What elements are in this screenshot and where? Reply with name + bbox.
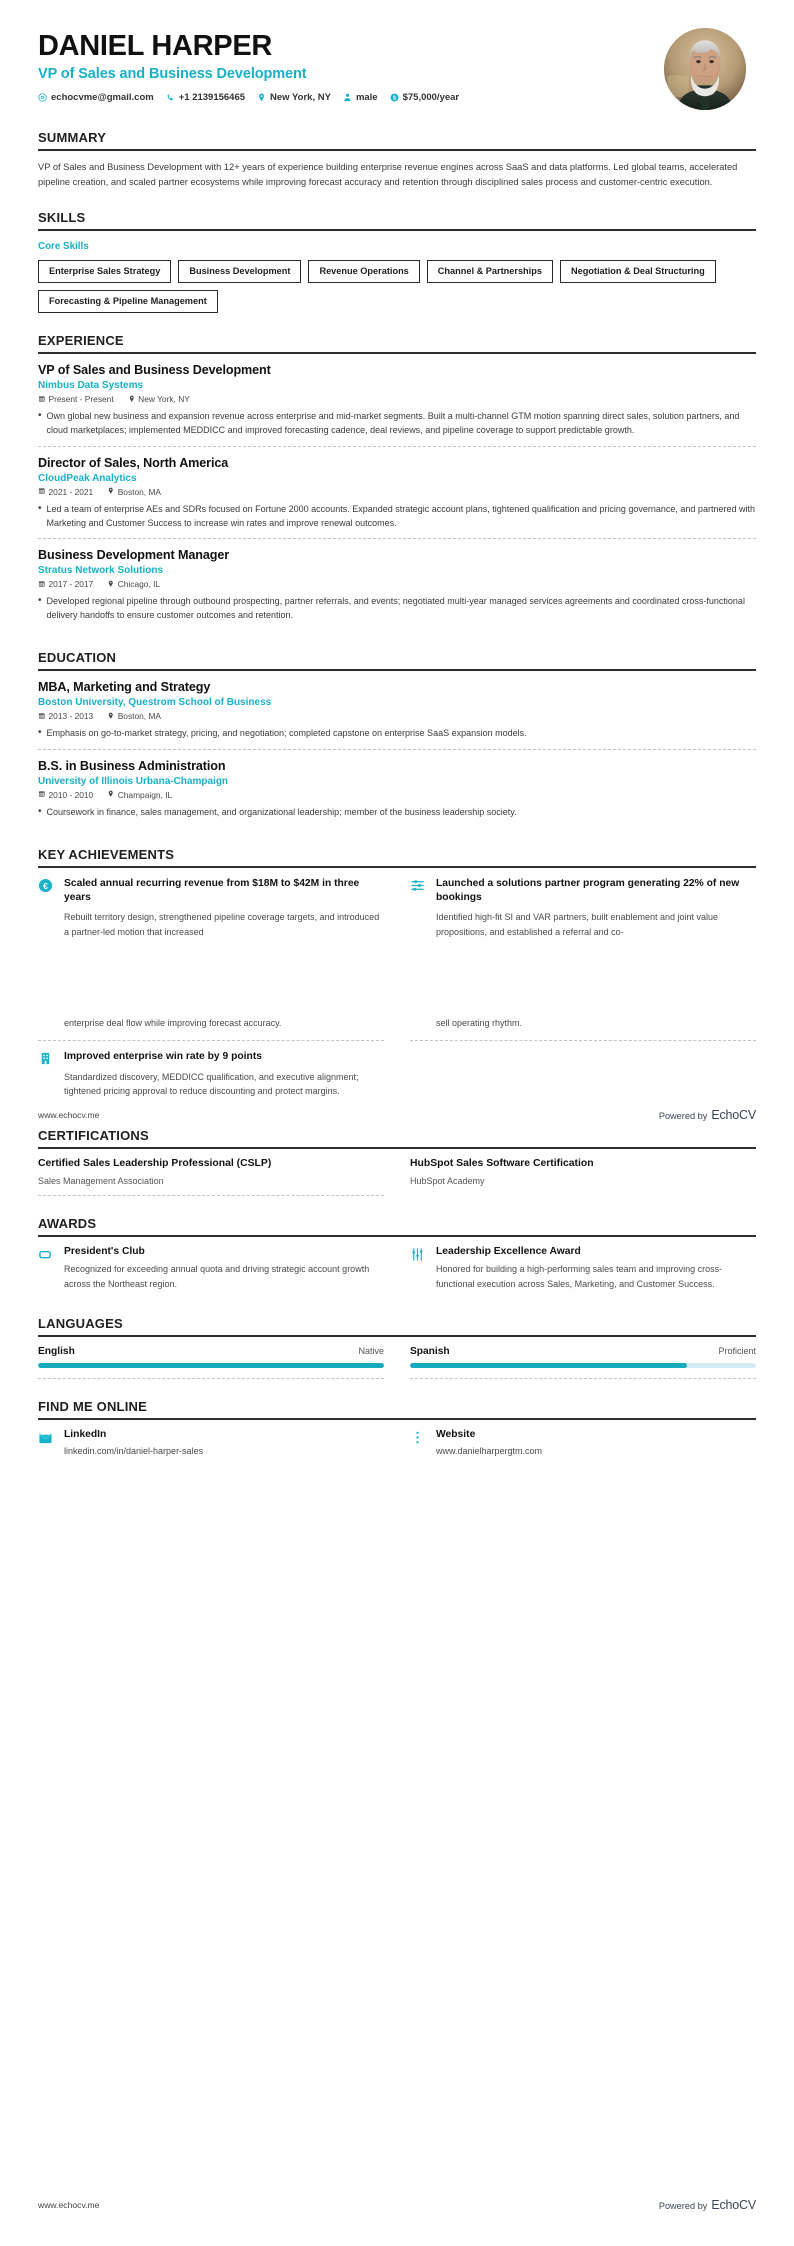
certification-item <box>410 1149 756 1196</box>
certification-grid <box>38 1149 756 1196</box>
contact-gender <box>343 92 378 103</box>
bullet-dot: • <box>38 502 42 514</box>
education-meta <box>38 711 756 721</box>
location-pin-icon <box>257 93 266 102</box>
skill-chip: Enterprise Sales Strategy <box>38 260 171 283</box>
section-title-links: FIND ME ONLINE <box>38 1398 147 1414</box>
language-head <box>38 1346 384 1357</box>
education-degree: B.S. in Business Administration <box>38 758 226 773</box>
achievement-desc-cont: sell operating rhythm. <box>436 1018 523 1029</box>
bullet-text: Coursework in finance, sales management, and organizational leadership; member of the business leadership society. <box>46 806 517 817</box>
euro-circle-icon <box>38 877 55 939</box>
achievement-body <box>436 877 756 939</box>
bullet-item <box>38 594 756 622</box>
location-text: Champaign, IL <box>117 789 173 800</box>
skill-chip: Revenue Operations <box>308 260 419 283</box>
bullet-item <box>38 409 756 437</box>
section-title-summary: SUMMARY <box>38 130 107 145</box>
calendar-icon <box>38 394 46 404</box>
section-skills <box>38 210 756 313</box>
location-pin-icon <box>107 790 115 800</box>
achievement-item <box>38 1041 384 1108</box>
contact-location <box>257 92 331 103</box>
achievement-continuation <box>38 1007 384 1041</box>
award-title: Leadership Excellence Award <box>436 1246 581 1258</box>
experience-entry <box>38 447 756 539</box>
achievement-item <box>410 868 756 949</box>
skill-chip-list <box>38 260 738 313</box>
bullet-text: Own global new business and expansion revenue across enterprise and mid-market segments. Built a multi-channel GTM motion spanning direct sales, solution partners, and cloud marketplaces; implemented MEDDICC and improved forecasting cadence, deal reviews, and pipeline coverage to support predictable growth. <box>46 411 740 436</box>
contact-email-text: echocvme@gmail.com <box>51 92 154 104</box>
link-name: Website <box>436 1428 476 1440</box>
location-text: Boston, MA <box>117 486 162 497</box>
equalizer-icon <box>410 1246 427 1291</box>
section-key-achievements <box>38 847 756 949</box>
link-url[interactable]: linkedin.com/in/daniel-harper-sales <box>64 1445 204 1456</box>
date-range-text: 2013 - 2013 <box>48 711 94 722</box>
bullet-item <box>38 502 756 530</box>
skill-chip: Business Development <box>178 260 301 283</box>
bullet-list <box>38 805 756 819</box>
language-name: English <box>38 1345 75 1357</box>
link-name: LinkedIn <box>64 1428 107 1440</box>
footer-brand: EchoCV <box>711 2198 756 2212</box>
language-progress-fill <box>38 1363 384 1368</box>
experience-meta <box>38 579 756 589</box>
section-summary <box>38 130 756 190</box>
location-pin-icon <box>107 487 115 497</box>
contact-location-text: New York, NY <box>270 92 331 104</box>
bullet-text: Developed regional pipeline through outbound prospecting, partner referrals, and events; negotiated multi-year managed services agreements and coordinated cross-functional delivery handoffs to ensure customer outcomes and retention. <box>46 596 745 621</box>
experience-role: Director of Sales, North America <box>38 455 229 470</box>
calendar-icon <box>38 487 46 497</box>
section-title-achievements: KEY ACHIEVEMENTS <box>38 846 175 862</box>
experience-role: Business Development Manager <box>38 548 230 563</box>
bullet-dot: • <box>38 595 42 607</box>
building-icon <box>38 1050 55 1098</box>
calendar-icon <box>38 711 46 721</box>
section-find-me-online <box>38 1399 756 1460</box>
profile-photo <box>664 28 746 110</box>
header-text-block <box>38 26 664 103</box>
language-name: Spanish <box>410 1345 450 1357</box>
skill-chip: Negotiation & Deal Structuring <box>560 260 716 283</box>
link-item-website[interactable] <box>410 1420 756 1460</box>
award-desc: Recognized for exceeding annual quota and driving strategic account growth across the Northeast region. <box>64 1264 370 1290</box>
achievement-desc: Identified high-fit SI and VAR partners, built enablement and joint value propositions, and established a referral and co- <box>436 912 719 937</box>
education-meta <box>38 790 756 800</box>
certification-item <box>38 1149 384 1196</box>
experience-company: Nimbus Data Systems <box>38 380 144 392</box>
footer-powered-label: Powered by <box>658 1111 708 1121</box>
language-level: Native <box>358 1345 384 1356</box>
page-footer <box>0 1108 794 1122</box>
experience-meta <box>38 487 756 497</box>
section-title-education: EDUCATION <box>38 650 117 666</box>
education-school: University of Illinois Urbana-Champaign <box>38 775 229 787</box>
calendar-icon <box>38 790 46 800</box>
location-pin-icon <box>107 579 115 589</box>
date-range-text: 2017 - 2017 <box>48 579 94 590</box>
achievement-grid-row2 <box>38 1041 756 1108</box>
summary-text: VP of Sales and Business Development with 12+ years of experience building enterprise revenue engines across SaaS and data platforms. Led global teams, accelerated pipeline creation, and scaled partner ecosystems while improving forecast accuracy and retention through disciplined sales process and customer-centric execution. <box>38 162 738 188</box>
resume-header <box>38 0 756 110</box>
footer-brand: EchoCV <box>711 1108 756 1122</box>
contact-row <box>38 92 664 103</box>
experience-role: VP of Sales and Business Development <box>38 363 271 378</box>
location <box>107 579 160 589</box>
certification-name: HubSpot Sales Software Certification <box>410 1158 594 1170</box>
page-break-gap <box>38 949 756 1007</box>
contact-email[interactable] <box>38 92 154 103</box>
award-grid <box>38 1237 756 1295</box>
location-text: New York, NY <box>138 394 190 405</box>
section-title-awards: AWARDS <box>38 1216 97 1232</box>
award-item <box>410 1237 756 1295</box>
education-school: Boston University, Questrom School of Business <box>38 697 272 709</box>
sliders-icon <box>410 877 427 939</box>
bullet-dot: • <box>38 410 42 422</box>
language-head <box>410 1346 756 1357</box>
location <box>107 711 161 721</box>
spacer-icon <box>410 1016 427 1030</box>
date-range <box>38 579 93 589</box>
contact-salary <box>390 92 460 103</box>
experience-entry <box>38 354 756 446</box>
achievement-item <box>38 868 384 949</box>
location-pin-icon <box>107 711 115 721</box>
contact-gender-text: male <box>355 92 378 104</box>
link-grid <box>38 1420 756 1460</box>
dots-vertical-icon <box>410 1429 427 1456</box>
envelope-icon <box>38 1429 55 1456</box>
spacer-icon <box>38 1016 55 1030</box>
bullet-item <box>38 726 756 740</box>
date-range <box>38 711 93 721</box>
bullet-text: Led a team of enterprise AEs and SDRs focused on Fortune 2000 accounts. Expanded strategic account plans, tightened qualification and pricing governance, and partnered with Marketing and Customer Success to increase win rates and improve renewal outcomes. <box>46 503 755 528</box>
section-certifications <box>38 1128 756 1196</box>
email-icon <box>38 93 47 102</box>
date-range-text: Present - Present <box>48 394 114 405</box>
skill-chip: Channel & Partnerships <box>427 260 553 283</box>
location <box>128 394 190 404</box>
section-languages <box>38 1316 756 1379</box>
link-url[interactable]: www.danielharpergtm.com <box>436 1445 543 1456</box>
footer-site-url[interactable]: www.echocv.me <box>38 2200 100 2210</box>
skill-group-label: Core Skills <box>38 241 89 253</box>
location <box>107 790 172 800</box>
location-text: Chicago, IL <box>117 579 161 590</box>
bullet-list <box>38 594 756 622</box>
footer-powered-by <box>659 2198 756 2212</box>
link-item-linkedin[interactable] <box>38 1420 384 1460</box>
experience-meta <box>38 394 756 404</box>
achievement-continuation-grid <box>38 1007 756 1041</box>
education-entry <box>38 671 756 749</box>
language-progress-fill <box>410 1363 687 1368</box>
job-title: VP of Sales and Business Development <box>38 66 307 83</box>
date-range-text: 2021 - 2021 <box>48 486 94 497</box>
language-level: Proficient <box>718 1345 756 1356</box>
award-body <box>436 1246 756 1291</box>
page-title: DANIEL HARPER <box>38 30 273 62</box>
achievement-desc: Standardized discovery, MEDDICC qualification, and executive alignment; tightened pricing approval to reduce discounting and protect margins. <box>64 1071 359 1097</box>
phone-icon <box>166 93 175 102</box>
achievement-body <box>64 877 384 939</box>
section-divider <box>38 229 756 231</box>
svg-text:€: € <box>43 880 48 891</box>
language-progress-bar <box>410 1363 756 1368</box>
section-education <box>38 650 756 826</box>
bullet-dot: • <box>38 727 42 739</box>
education-entry <box>38 750 756 827</box>
language-progress-bar <box>38 1363 384 1368</box>
certification-issuer: Sales Management Association <box>38 1176 164 1187</box>
location <box>107 487 161 497</box>
certification-issuer: HubSpot Academy <box>410 1176 485 1187</box>
experience-company: Stratus Network Solutions <box>38 565 164 577</box>
award-desc: Honored for building a high-performing sales team and improving cross-functional execution across Sales, Marketing, and Customer Success. <box>436 1264 723 1290</box>
date-range <box>38 394 114 404</box>
experience-company: CloudPeak Analytics <box>38 472 137 484</box>
salary-icon <box>390 93 399 102</box>
footer-powered-label: Powered by <box>658 2201 708 2211</box>
bullet-dot: • <box>38 805 42 817</box>
contact-salary-text: $75,000/year <box>402 92 460 104</box>
achievement-title: Launched a solutions partner program generating 22% of new bookings <box>436 877 740 904</box>
achievement-desc: Rebuilt territory design, strengthened pipeline coverage targets, and introduced a partner-led motion that increased <box>64 912 380 937</box>
date-range-text: 2010 - 2010 <box>48 789 94 800</box>
achievement-continuation <box>410 1007 756 1041</box>
link-body <box>64 1429 384 1456</box>
section-divider <box>38 149 756 151</box>
award-title: President's Club <box>64 1246 145 1258</box>
achievement-title: Scaled annual recurring revenue from $18M to $42M in three years <box>64 877 360 904</box>
section-experience <box>38 333 756 630</box>
language-item <box>410 1337 756 1379</box>
section-awards <box>38 1216 756 1295</box>
award-body <box>64 1246 384 1291</box>
achievement-body <box>436 1016 756 1030</box>
education-degree: MBA, Marketing and Strategy <box>38 680 211 695</box>
person-icon <box>343 93 352 102</box>
bullet-list <box>38 726 756 740</box>
achievement-body <box>64 1050 384 1098</box>
calendar-icon <box>38 579 46 589</box>
contact-phone-text: +1 2139156465 <box>178 92 246 104</box>
language-item <box>38 1337 384 1379</box>
achievement-grid <box>38 868 756 949</box>
section-title-certifications: CERTIFICATIONS <box>38 1128 149 1144</box>
date-range <box>38 487 93 497</box>
avatar <box>664 28 746 110</box>
achievement-empty-cell <box>410 1041 756 1108</box>
svg-text:$: $ <box>392 95 396 102</box>
tag-icon <box>38 1246 55 1291</box>
bullet-list <box>38 502 756 530</box>
contact-phone[interactable] <box>166 92 245 103</box>
location-text: Boston, MA <box>117 711 162 722</box>
section-title-skills: SKILLS <box>38 210 86 226</box>
link-body <box>436 1429 756 1456</box>
experience-entry <box>38 539 756 630</box>
bullet-text: Emphasis on go-to-market strategy, pricing, and negotiation; completed capstone on enterprise SaaS expansion models. <box>46 728 527 739</box>
skill-chip: Forecasting & Pipeline Management <box>38 290 218 313</box>
achievement-title: Improved enterprise win rate by 9 points <box>64 1051 262 1063</box>
section-title-experience: EXPERIENCE <box>38 333 124 349</box>
achievement-desc-cont: enterprise deal flow while improving forecast accuracy. <box>64 1018 282 1029</box>
achievement-body <box>64 1016 384 1030</box>
date-range <box>38 790 93 800</box>
bullet-list <box>38 409 756 437</box>
certification-name: Certified Sales Leadership Professional (CSLP) <box>38 1158 272 1170</box>
language-grid <box>38 1337 756 1379</box>
award-item <box>38 1237 384 1295</box>
bullet-item <box>38 805 756 819</box>
page-footer <box>0 2198 794 2212</box>
footer-powered-by <box>659 1108 756 1122</box>
footer-site-url[interactable]: www.echocv.me <box>38 1110 100 1120</box>
section-title-languages: LANGUAGES <box>38 1315 123 1331</box>
location-pin-icon <box>128 394 136 404</box>
